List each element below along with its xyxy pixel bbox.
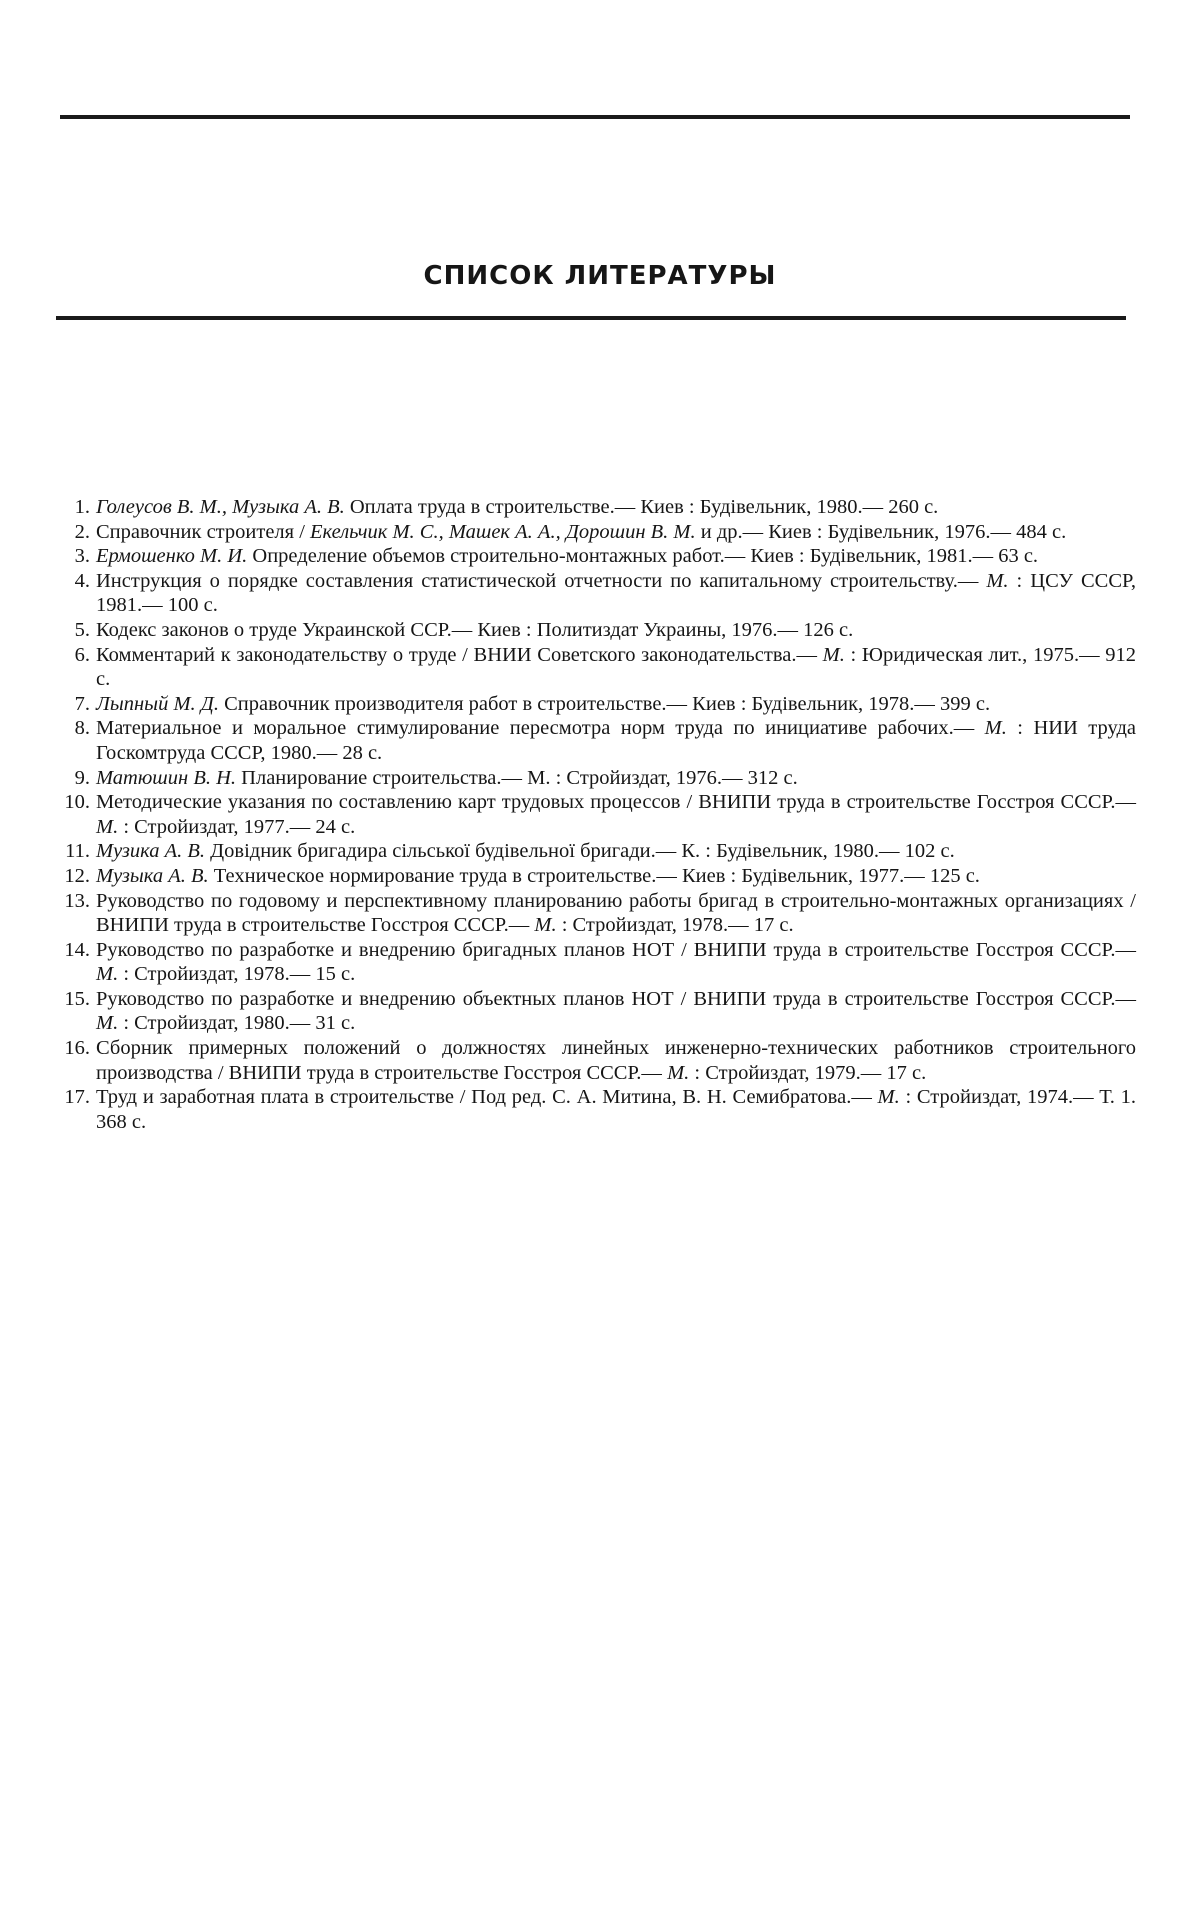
reference-author: Музика А. В. [96, 840, 206, 863]
reference-number: 10. [64, 791, 90, 814]
reference-number: 12. [64, 864, 90, 887]
reference-item [56, 643, 1136, 692]
reference-number: 8. [74, 717, 90, 740]
reference-text: Планирование строительства.— М. : Стройиздат, 1976.— 312 с. [236, 766, 798, 789]
reference-text: : Стройиздат, 1974.— Т. 1. 368 с. [96, 1086, 1136, 1133]
reference-text: Определение объемов строительно-монтажных работ.— Киев : Будівельник, 1981.— 63 с. [247, 545, 1039, 568]
reference-number: 9. [74, 766, 90, 789]
reference-item [56, 839, 1136, 864]
reference-number: 3. [74, 545, 90, 568]
reference-text: : Стройиздат, 1978.— 17 с. [556, 914, 794, 937]
reference-author: Музыка А. В. [96, 864, 209, 887]
reference-author: М. [96, 815, 119, 838]
reference-prefix: Методические указания по составлению карт трудовых процессов / ВНИПИ труда в строительстве Госстроя СССР.— [96, 791, 1136, 814]
reference-author: Ермошенко М. И. [96, 545, 248, 568]
reference-number: 7. [74, 692, 90, 715]
reference-text: Справочник производителя работ в строительстве.— Киев : Будівельник, 1978.— 399 с. [218, 692, 991, 715]
reference-item [56, 766, 1136, 791]
reference-text: : Стройиздат, 1979.— 17 с. [689, 1061, 927, 1084]
reference-item [56, 716, 1136, 765]
reference-text: : Стройиздат, 1980.— 31 с. [118, 1012, 356, 1035]
reference-prefix: Материальное и моральное стимулирование пересмотра норм труда по инициативе рабочих.— [96, 717, 985, 740]
reference-author: Голеусов В. М., Музыка А. В. [96, 496, 345, 518]
reference-item [56, 692, 1136, 717]
reference-author: М. [986, 569, 1009, 592]
reference-number: 6. [74, 643, 90, 666]
reference-item [56, 987, 1136, 1036]
reference-number: 2. [74, 520, 90, 543]
reference-author: М. [667, 1061, 690, 1084]
reference-number: 1. [74, 496, 90, 518]
reference-author: М. [822, 643, 845, 666]
reference-author: М. [96, 1012, 119, 1035]
reference-prefix: Руководство по разработке и внедрению бригадных планов НОТ / ВНИПИ труда в строительстве Госстроя СССР.— [96, 938, 1136, 961]
reference-text: : Юридическая лит., 1975.— 912 с. [96, 643, 1137, 691]
reference-prefix: Труд и заработная плата в строительстве / Под ред. С. А. Митина, В. Н. Семибратова.— [96, 1086, 878, 1109]
reference-author: Екельчик М. С., Машек А. А., Дорошин В. М. [310, 520, 696, 543]
reference-item [56, 520, 1136, 545]
reference-text: : НИИ труда Госкомтруда СССР, 1980.— 28 с. [96, 717, 1136, 764]
reference-text: : ЦСУ СССР, 1981.— 100 с. [96, 569, 1136, 617]
reference-prefix: Инструкция о порядке составления статистической отчетности по капитальному строительству.— [96, 569, 987, 592]
reference-author: М. [877, 1086, 900, 1109]
reference-item [56, 864, 1136, 889]
reference-number: 15. [64, 987, 90, 1010]
reference-number: 11. [65, 840, 90, 863]
reference-item [56, 1085, 1136, 1134]
reference-item [56, 569, 1136, 618]
reference-text: Оплата труда в строительстве.— Киев : Будівельник, 1980.— 260 с. [344, 496, 939, 518]
reference-item [56, 618, 1136, 643]
reference-prefix: Комментарий к законодательству о труде / ВНИИ Советского законодательства.— [96, 643, 823, 666]
reference-text: и др.— Киев : Будівельник, 1976.— 484 с. [695, 520, 1067, 543]
page-heading: СПИСОК ЛИТЕРАТУРЫ [423, 261, 777, 292]
reference-text: Довідник бригадира сільської будівельної бригади.— К. : Будівельник, 1980.— 102 с. [205, 840, 955, 863]
heading-rule [56, 316, 1126, 320]
reference-item [56, 790, 1136, 839]
reference-author: Лыпный М. Д. [96, 692, 219, 715]
reference-number: 14. [64, 938, 90, 961]
reference-item [56, 495, 1136, 520]
reference-prefix: Сборник примерных положений о должностях линейных инженерно-технических работников строительного производства / ВНИПИ труда в строительстве Госстроя СССР.— [96, 1037, 1136, 1084]
reference-number: 16. [64, 1037, 90, 1060]
reference-prefix: Кодекс законов о труде Украинской ССР.— Киев : Политиздат Украины, 1976.— 126 с. [96, 618, 854, 641]
reference-author: Матюшин В. Н. [96, 766, 237, 789]
reference-number: 4. [74, 569, 90, 592]
reference-text: : Стройиздат, 1977.— 24 с. [118, 815, 356, 838]
reference-prefix: Руководство по годовому и перспективному планированию работы бригад в строительно-монтажных организациях / ВНИПИ труда в строительстве Госстроя СССР.— [96, 889, 1136, 937]
reference-number: 5. [74, 618, 90, 641]
reference-text: Техническое нормирование труда в строительстве.— Киев : Будівельник, 1977.— 125 с. [208, 864, 980, 887]
reference-prefix: Руководство по разработке и внедрению объектных планов НОТ / ВНИПИ труда в строительстве Госстроя СССР.— [96, 987, 1136, 1010]
reference-author: М. [534, 914, 557, 937]
reference-item [56, 1036, 1136, 1085]
reference-number: 13. [64, 889, 90, 912]
reference-prefix: Справочник строителя / [96, 520, 311, 543]
reference-number: 17. [64, 1086, 90, 1109]
reference-author: М. [984, 717, 1007, 740]
reference-author: М. [96, 963, 119, 986]
reference-item [56, 544, 1136, 569]
reference-text: : Стройиздат, 1978.— 15 с. [118, 963, 356, 986]
reference-item [56, 938, 1136, 987]
reference-list [56, 495, 1136, 1134]
reference-item [56, 889, 1136, 938]
top-rule [60, 115, 1130, 119]
